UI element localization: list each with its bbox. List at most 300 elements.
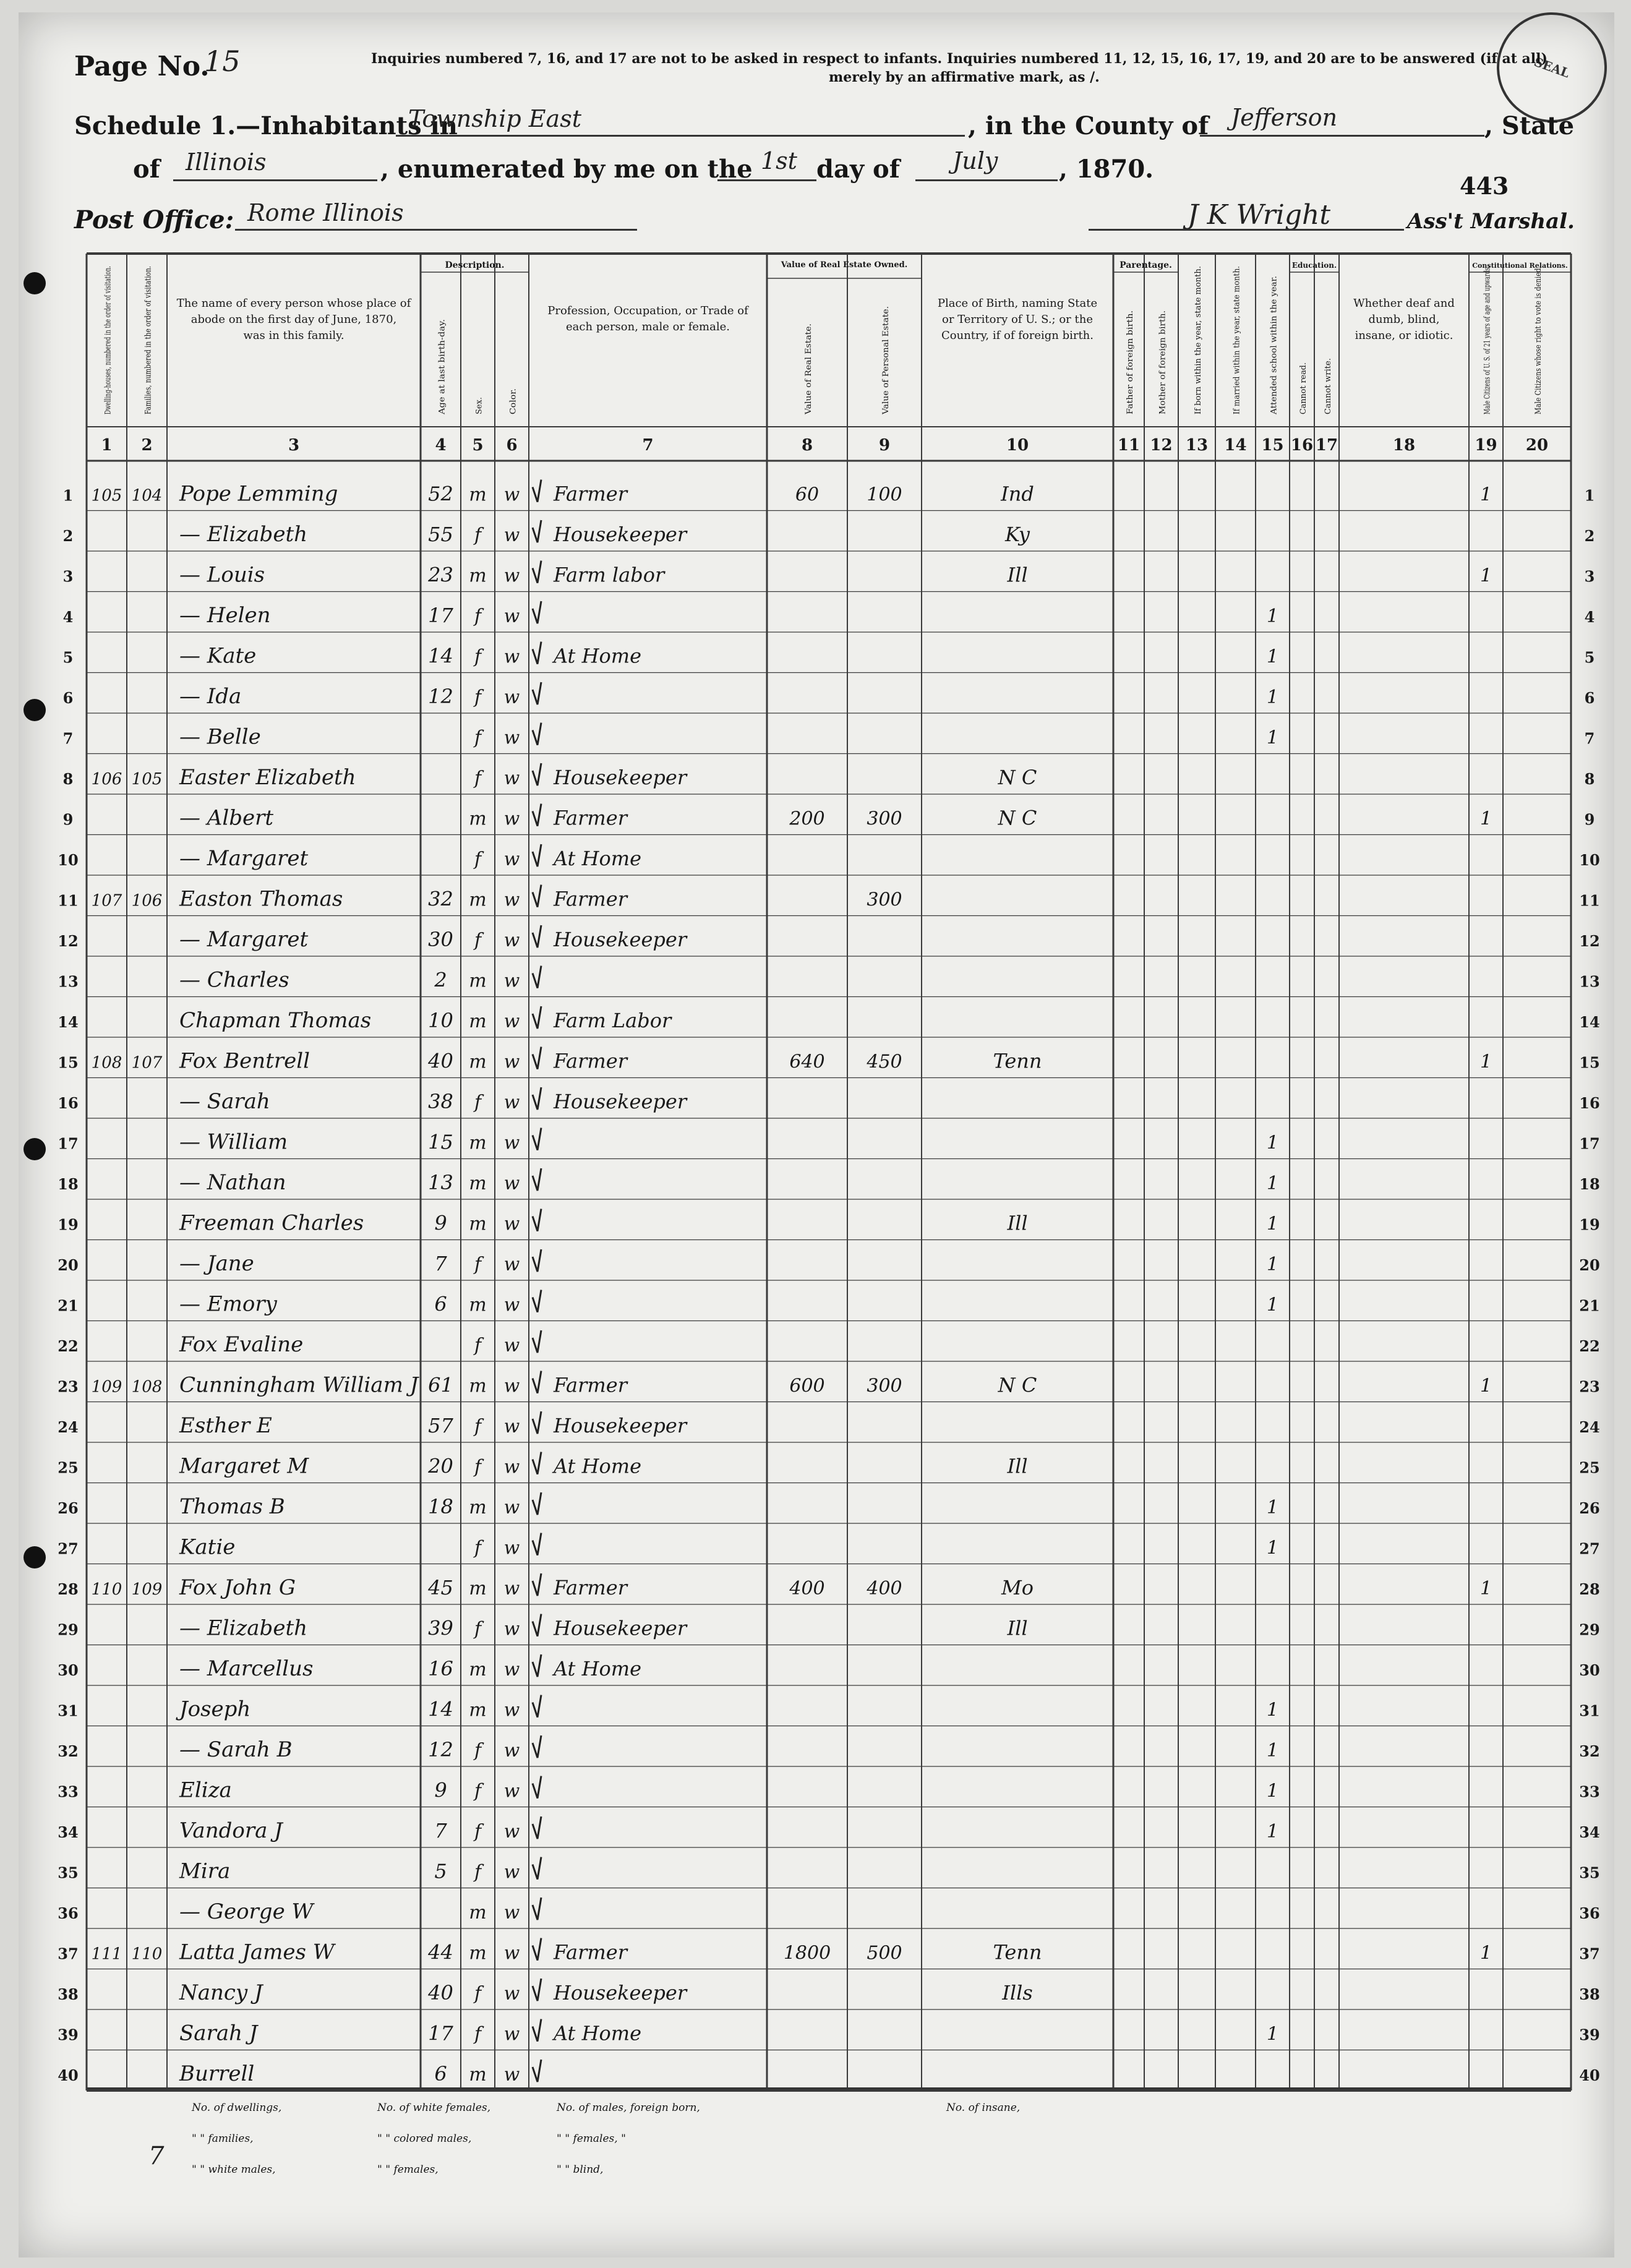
person-occupation: Housekeeper [554, 523, 687, 546]
birthplace: Ills [1002, 1981, 1033, 2005]
real-estate-value: 640 [789, 1051, 825, 1073]
person-name: — Margaret [179, 927, 309, 952]
person-color: w [503, 1254, 520, 1275]
foreign-females-label: " " females, " [557, 2133, 626, 2145]
line-number-left: 38 [58, 1985, 79, 2003]
column-number: 8 [801, 436, 813, 455]
column-header-label: Male Citizens of U. S. of 21 years of age and upwards. [1483, 193, 1492, 414]
person-name: Nancy J [179, 1980, 263, 2005]
line-number-right: 30 [1579, 1661, 1600, 1679]
column-header-label: Families, numbered in the order of visitation. [143, 229, 153, 414]
citizen-mark: 1 [1479, 1051, 1492, 1073]
person-name: Latta James W [179, 1940, 335, 1965]
check-mark-icon [533, 885, 541, 907]
line-number-left: 37 [58, 1945, 79, 1963]
school-mark: 1 [1266, 1821, 1279, 1842]
column-header-label: Value of Real Estate. [804, 330, 813, 414]
person-age: 15 [428, 1130, 453, 1154]
line-number-left: 40 [58, 2066, 79, 2084]
line-number-right: 35 [1579, 1864, 1600, 1882]
line-number-left: 13 [58, 972, 79, 991]
person-sex: f [474, 1416, 482, 1437]
line-number-left: 22 [58, 1337, 79, 1355]
line-number-right: 14 [1579, 1013, 1600, 1031]
person-occupation: Housekeeper [554, 1981, 687, 2005]
person-age: 17 [428, 2021, 453, 2045]
check-mark-icon [533, 1168, 541, 1191]
line-number-left: 30 [58, 1661, 79, 1679]
person-occupation: Housekeeper [554, 1616, 687, 1640]
check-mark-icon [533, 1452, 541, 1474]
person-sex: m [469, 1699, 487, 1721]
person-sex: f [474, 768, 482, 789]
person-sex: f [474, 1618, 482, 1640]
person-name: — Elizabeth [179, 522, 308, 547]
column-number: 3 [288, 436, 300, 455]
birthplace: Ill [1007, 1211, 1028, 1235]
column-number: 6 [506, 436, 518, 455]
line-number-right: 37 [1579, 1945, 1600, 1963]
column-header-label-line: or Territory of U. S.; or the [942, 313, 1093, 326]
person-sex: m [469, 970, 487, 992]
line-number-left: 7 [62, 729, 74, 748]
column-number: 15 [1261, 436, 1284, 455]
column-number: 11 [1117, 436, 1141, 455]
check-mark-icon [533, 1249, 541, 1272]
person-occupation: At Home [554, 2021, 642, 2045]
person-color: w [503, 1537, 520, 1559]
line-number-left: 36 [58, 1904, 79, 1922]
column-header-label: Cannot read. [1299, 361, 1308, 414]
check-mark-icon [533, 1573, 541, 1596]
line-number-right: 33 [1579, 1782, 1600, 1801]
person-name: Eliza [179, 1778, 232, 1803]
birthplace: Tenn [993, 1940, 1042, 1964]
person-color: w [503, 808, 520, 830]
line-number-right: 10 [1579, 851, 1600, 869]
column-number: 2 [141, 436, 153, 455]
day-of-label: day of [816, 155, 900, 184]
person-age: 9 [434, 1211, 447, 1235]
line-number-right: 11 [1579, 891, 1600, 910]
person-color: w [503, 646, 520, 668]
person-name: — Belle [179, 724, 261, 750]
check-mark-icon [533, 1817, 541, 1839]
person-name: — Margaret [179, 846, 309, 871]
person-name: — Marcellus [179, 1656, 314, 1681]
column-header-label: Dwelling-houses, numbered in the order of visitation. [103, 196, 113, 414]
person-color: w [503, 484, 520, 506]
column-header-label: If married within the year, state month. [1232, 253, 1242, 414]
birthplace: Ill [1007, 563, 1028, 587]
county-label: , in the County of [968, 111, 1209, 140]
column-header-label: Cannot write. [1324, 358, 1333, 414]
person-sex: f [474, 727, 482, 749]
person-sex: m [469, 565, 487, 587]
real-estate-value: 400 [789, 1578, 825, 1599]
column-number: 12 [1150, 436, 1173, 455]
dwelling-number: 109 [91, 1377, 122, 1397]
personal-estate-value: 500 [867, 1942, 902, 1964]
person-occupation: Farmer [554, 1049, 627, 1073]
column-header-label: Sex. [474, 396, 484, 414]
line-number-left: 12 [58, 932, 79, 950]
line-number-right: 36 [1579, 1904, 1600, 1922]
dwellings-label: No. of dwellings, [192, 2102, 282, 2114]
school-mark: 1 [1266, 606, 1279, 627]
person-age: 14 [428, 644, 453, 668]
person-name: Fox John G [179, 1575, 296, 1600]
check-mark-icon [533, 844, 541, 867]
real-estate-value: 1800 [783, 1942, 831, 1964]
line-number-left: 9 [62, 810, 74, 829]
check-mark-icon [533, 1857, 541, 1880]
state-value: Illinois [186, 148, 267, 176]
school-mark: 1 [1266, 1132, 1279, 1154]
person-name: — Albert [179, 805, 274, 831]
person-age: 20 [428, 1454, 453, 1478]
person-occupation: Housekeeper [554, 1414, 687, 1437]
person-age: 18 [428, 1495, 453, 1518]
person-color: w [503, 2023, 520, 2045]
line-number-right: 4 [1584, 608, 1595, 626]
column-header-label: Color. [508, 390, 518, 414]
check-mark-icon [533, 1330, 541, 1353]
check-mark-icon [533, 2019, 541, 2042]
line-number-left: 1 [62, 486, 74, 505]
line-number-right: 20 [1579, 1256, 1600, 1274]
check-mark-icon [533, 966, 541, 988]
person-name: Pope Lemming [179, 481, 338, 507]
person-name: — Louis [179, 562, 265, 588]
column-header-label-line: The name of every person whose place of [176, 297, 411, 310]
line-number-right: 5 [1584, 648, 1595, 667]
person-name: — Sarah [179, 1089, 270, 1114]
person-name: — Charles [179, 967, 289, 993]
person-occupation: Farmer [554, 1940, 627, 1964]
person-color: w [503, 1861, 520, 1883]
check-mark-icon [533, 1006, 541, 1029]
group-header-value: Value of Real Estate Owned. [781, 260, 908, 270]
column-number: 5 [472, 436, 484, 455]
line-number-left: 21 [58, 1296, 79, 1315]
person-color: w [503, 2064, 520, 2086]
column-header-label-line: Whether deaf and [1353, 297, 1455, 310]
person-color: w [503, 1618, 520, 1640]
column-header-label-line: was in this family. [243, 329, 345, 342]
school-mark: 1 [1266, 1780, 1279, 1802]
person-color: w [503, 1578, 520, 1599]
line-number-left: 6 [62, 689, 74, 707]
person-name: — Elizabeth [179, 1615, 308, 1641]
line-number-right: 38 [1579, 1985, 1600, 2003]
column-number: 4 [435, 436, 447, 455]
person-age: 16 [428, 1657, 453, 1680]
person-sex: m [469, 808, 487, 830]
page-no-label: Page No. [74, 51, 210, 82]
check-mark-icon [533, 1290, 541, 1312]
line-number-right: 7 [1584, 729, 1595, 748]
line-number-right: 8 [1584, 770, 1595, 788]
check-mark-icon [533, 1695, 541, 1718]
person-age: 12 [428, 1738, 453, 1761]
check-mark-icon [533, 682, 541, 704]
line-number-left: 29 [58, 1620, 79, 1639]
person-age: 14 [428, 1697, 453, 1721]
line-number-right: 23 [1579, 1377, 1600, 1396]
person-color: w [503, 1902, 520, 1924]
line-number-left: 34 [58, 1823, 79, 1841]
column-header-label-line: Profession, Occupation, or Trade of [547, 304, 748, 317]
person-color: w [503, 727, 520, 749]
page-no-value: 15 [204, 45, 241, 78]
citizen-mark: 1 [1479, 808, 1492, 830]
person-occupation: Housekeeper [554, 928, 687, 951]
check-mark-icon [533, 1776, 541, 1799]
archive-stamp-icon: SEAL [1481, 0, 1622, 138]
person-color: w [503, 849, 520, 870]
person-name: Easton Thomas [179, 886, 343, 912]
line-number-left: 5 [62, 648, 74, 667]
column-number: 14 [1224, 436, 1247, 455]
person-sex: m [469, 1375, 487, 1397]
family-number: 108 [131, 1377, 163, 1397]
person-sex: m [469, 484, 487, 506]
person-sex: m [469, 2064, 487, 2086]
column-number: 18 [1392, 436, 1416, 455]
blind-label: " " blind, [557, 2163, 604, 2176]
line-number-right: 28 [1579, 1580, 1600, 1598]
birthplace: N C [998, 806, 1037, 830]
column-header-label: Attended school within the year. [1269, 282, 1279, 414]
line-number-right: 16 [1579, 1094, 1600, 1112]
township-value: Township East [408, 105, 581, 132]
person-name: — Kate [179, 643, 257, 669]
person-sex: m [469, 1497, 487, 1518]
line-number-right: 12 [1579, 932, 1600, 950]
citizen-mark: 1 [1479, 565, 1492, 587]
person-occupation: Farmer [554, 806, 627, 830]
person-age: 57 [428, 1414, 453, 1437]
check-mark-icon [533, 520, 541, 542]
enumerated-label: , enumerated by me on the [380, 155, 753, 184]
white-males-label: " " white males, [192, 2163, 276, 2176]
person-occupation: Farm labor [554, 563, 665, 587]
line-number-right: 39 [1579, 2026, 1600, 2044]
line-number-left: 8 [62, 770, 74, 788]
person-sex: f [474, 687, 482, 708]
line-number-right: 31 [1579, 1701, 1600, 1720]
citizen-mark: 1 [1479, 1375, 1492, 1397]
column-header-label-line: abode on the first day of June, 1870, [190, 313, 397, 326]
person-sex: f [474, 849, 482, 870]
person-color: w [503, 1659, 520, 1680]
person-color: w [503, 1780, 520, 1802]
line-number-left: 39 [58, 2026, 79, 2044]
column-number: 19 [1475, 436, 1497, 455]
person-name: Joseph [179, 1697, 251, 1722]
schedule-label: Schedule 1.—Inhabitants in [74, 111, 458, 140]
family-number: 106 [131, 891, 163, 910]
person-color: w [503, 1173, 520, 1194]
person-sex: m [469, 889, 487, 911]
school-mark: 1 [1266, 1537, 1279, 1559]
column-number: 13 [1185, 436, 1209, 455]
person-color: w [503, 687, 520, 708]
check-mark-icon [533, 561, 541, 583]
school-mark: 1 [1266, 1254, 1279, 1275]
person-age: 40 [428, 1049, 453, 1073]
person-color: w [503, 1051, 520, 1073]
person-age: 9 [434, 1778, 447, 1802]
person-name: Chapman Thomas [179, 1008, 372, 1033]
person-name: — William [179, 1129, 288, 1155]
person-color: w [503, 606, 520, 627]
family-number: 109 [131, 1580, 163, 1599]
person-name: Freeman Charles [179, 1210, 364, 1236]
foreign-males-label: No. of males, foreign born, [557, 2102, 700, 2114]
line-number-left: 28 [58, 1580, 79, 1598]
column-number: 1 [101, 436, 113, 455]
personal-estate-value: 300 [867, 1375, 902, 1397]
person-age: 40 [428, 1981, 453, 2005]
check-mark-icon [533, 601, 541, 623]
person-sex: m [469, 1902, 487, 1924]
check-mark-icon [533, 1411, 541, 1434]
check-mark-icon [533, 1047, 541, 1069]
person-age: 61 [428, 1373, 453, 1397]
person-color: w [503, 1740, 520, 1761]
person-age: 13 [428, 1171, 453, 1194]
school-mark: 1 [1266, 1497, 1279, 1518]
families-label: " " families, [192, 2133, 254, 2145]
line-number-right: 13 [1579, 972, 1600, 991]
column-number: 20 [1525, 436, 1549, 455]
person-name: Burrell [179, 2061, 255, 2086]
person-sex: f [474, 1983, 482, 2005]
dwelling-number: 107 [91, 891, 122, 910]
footer-summary [87, 2087, 1571, 2213]
school-mark: 1 [1266, 1740, 1279, 1761]
person-age: 5 [434, 1859, 447, 1883]
person-sex: m [469, 1051, 487, 1073]
person-age: 44 [428, 1940, 453, 1964]
line-number-left: 26 [58, 1499, 79, 1517]
personal-estate-value: 400 [867, 1578, 902, 1599]
line-number-left: 31 [58, 1701, 79, 1720]
check-mark-icon [533, 1938, 541, 1961]
column-number: 10 [1006, 436, 1029, 455]
person-name: — Emory [179, 1291, 277, 1317]
check-mark-icon [533, 1614, 541, 1637]
line-number-left: 16 [58, 1094, 79, 1112]
person-occupation: Housekeeper [554, 1090, 687, 1113]
person-name: Fox Bentrell [179, 1048, 310, 1074]
post-office-label: Post Office: [74, 205, 234, 234]
person-color: w [503, 1335, 520, 1356]
marshal-signature: J K Wright [1188, 199, 1331, 231]
column-header-label: Mother of foreign birth. [1158, 317, 1168, 414]
line-number-right: 2 [1584, 527, 1595, 545]
check-mark-icon [533, 642, 541, 664]
column-header-label-line: insane, or idiotic. [1355, 329, 1453, 342]
birthplace: Ky [1005, 523, 1030, 546]
check-mark-icon [533, 1654, 541, 1677]
person-sex: m [469, 1132, 487, 1154]
column-number: 16 [1290, 436, 1314, 455]
school-mark: 1 [1266, 2023, 1279, 2045]
person-name: Esther E [179, 1413, 272, 1438]
person-color: w [503, 1983, 520, 2005]
line-number-left: 17 [58, 1134, 79, 1153]
real-estate-value: 60 [795, 484, 820, 506]
column-number: 17 [1315, 436, 1338, 455]
family-number: 110 [131, 1945, 163, 1964]
person-name: — Nathan [179, 1170, 286, 1195]
check-mark-icon [533, 480, 541, 502]
check-mark-icon [533, 723, 541, 745]
person-sex: f [474, 1780, 482, 1802]
person-sex: f [474, 1335, 482, 1356]
person-age: 23 [428, 563, 453, 587]
person-age: 2 [434, 968, 447, 992]
real-estate-value: 600 [789, 1375, 825, 1397]
line-number-left: 27 [58, 1539, 79, 1558]
person-name: Sarah J [179, 2021, 258, 2046]
person-occupation: At Home [554, 644, 642, 668]
person-sex: m [469, 1942, 487, 1964]
person-name: — Helen [179, 603, 271, 628]
citizen-mark: 1 [1479, 1578, 1492, 1599]
column-header-label: Father of foreign birth. [1126, 320, 1135, 414]
school-mark: 1 [1266, 687, 1279, 708]
person-age: 12 [428, 685, 453, 708]
personal-estate-value: 300 [867, 889, 902, 911]
person-age: 38 [428, 1090, 453, 1113]
line-number-left: 33 [58, 1782, 79, 1801]
person-color: w [503, 1011, 520, 1032]
person-occupation: Farm Labor [554, 1009, 672, 1032]
school-mark: 1 [1266, 1294, 1279, 1316]
check-mark-icon [533, 1492, 541, 1515]
line-number-right: 40 [1579, 2066, 1600, 2084]
line-number-left: 24 [58, 1418, 79, 1436]
person-name: — Sarah B [179, 1737, 293, 1762]
marshal-label: Ass't Marshal. [1407, 209, 1575, 234]
school-mark: 1 [1266, 727, 1279, 749]
person-sex: f [474, 606, 482, 627]
year-label: , 1870. [1059, 155, 1154, 184]
line-number-right: 32 [1579, 1742, 1600, 1760]
real-estate-value: 200 [789, 808, 825, 830]
white-females-label: No. of white females, [377, 2102, 491, 2114]
person-age: 6 [434, 2062, 447, 2086]
check-mark-icon [533, 1898, 541, 1920]
person-age: 39 [428, 1616, 453, 1640]
person-color: w [503, 1294, 520, 1316]
family-number: 105 [131, 770, 163, 789]
person-occupation: At Home [554, 1657, 642, 1680]
person-sex: m [469, 1659, 487, 1680]
person-sex: f [474, 1254, 482, 1275]
line-number-left: 2 [62, 527, 74, 545]
line-number-left: 18 [58, 1175, 79, 1193]
person-age: 7 [434, 1252, 447, 1275]
person-sex: f [474, 646, 482, 668]
person-age: 7 [434, 1819, 447, 1842]
check-mark-icon [533, 1533, 541, 1556]
citizen-mark: 1 [1479, 1942, 1492, 1964]
